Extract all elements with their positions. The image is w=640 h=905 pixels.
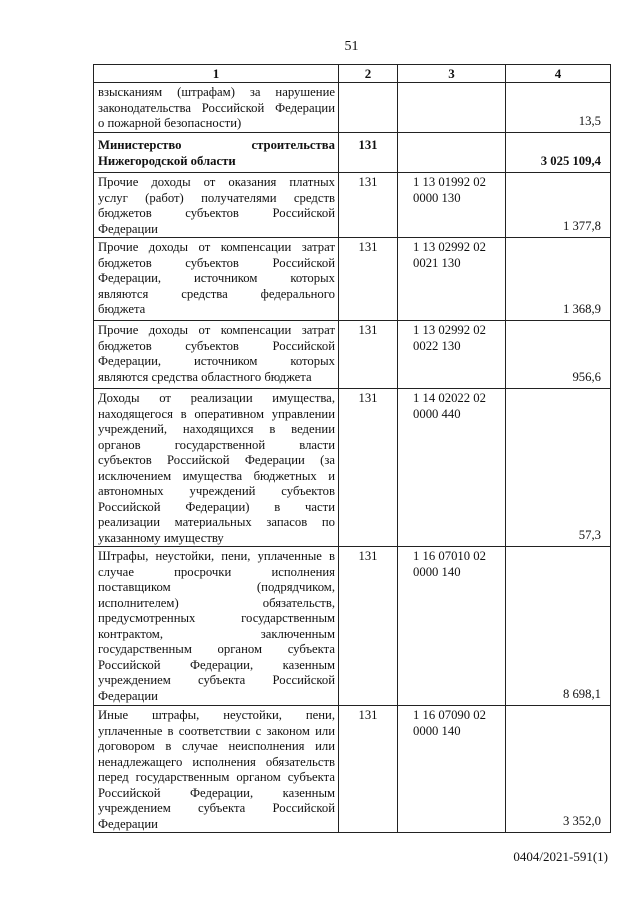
description-line: контрактом, заключенным <box>98 626 335 641</box>
description-line: договором в случае неисполнения или <box>98 739 335 753</box>
table-row <box>94 321 611 389</box>
administrator-code-cell: 131 <box>339 389 398 547</box>
description-line: субъектов Российской Федерации (за <box>98 453 335 467</box>
table-header <box>94 65 611 83</box>
description-line: взысканиям (штрафам) за нарушение <box>98 85 335 99</box>
amount-cell: 57,3 <box>506 389 611 547</box>
description-line: Российской Федерации, казенным <box>98 785 335 800</box>
description-line: Доходы от реализации имущества, <box>98 391 335 405</box>
description-cell <box>94 389 339 547</box>
document-number: 0404/2021-591(1) <box>513 849 608 864</box>
description-line: исключением имущества бюджетных и <box>98 468 335 483</box>
page-number: 51 <box>344 39 359 54</box>
description-line: услуг (работ) получателями средств <box>98 190 335 205</box>
revenue-code-cell <box>398 173 506 238</box>
description-line: Федерации <box>98 688 158 703</box>
description-line: бюджетов субъектов Российской <box>98 206 335 220</box>
revenue-code-cell <box>398 321 506 389</box>
description-line: являются средства федерального <box>98 286 335 301</box>
amount-cell: 1 377,8 <box>506 173 611 238</box>
description-line: бюджетов субъектов Российской <box>98 255 335 270</box>
revenue-code: 1 13 02992 02 0021 130 <box>413 240 486 270</box>
description-line: Федерации <box>98 221 158 236</box>
description-line: Федерации, источником которых <box>98 271 335 285</box>
description-line: Российской Федерации, казенным <box>98 657 335 672</box>
table-row <box>94 389 611 547</box>
description-line: о пожарной безопасности) <box>98 116 242 130</box>
description-cell <box>94 547 339 706</box>
description-line: законодательства Российской Федерации <box>98 100 335 115</box>
amount-cell: 13,5 <box>506 83 611 133</box>
column-header-4: 4 <box>506 65 611 83</box>
revenue-code-cell <box>398 547 506 706</box>
revenue-code-cell <box>398 389 506 547</box>
description-line: Прочие доходы от компенсации затрат <box>98 323 335 337</box>
description-cell <box>94 83 339 133</box>
description-line: Российской Федерации) в части <box>98 499 335 514</box>
administrator-row <box>94 133 611 173</box>
description-cell <box>94 238 339 321</box>
description-line: случае просрочки исполнения <box>98 564 335 579</box>
description-line: государственным органом субъекта <box>98 642 335 656</box>
description-line: находящегося в оперативном управлении <box>98 406 335 421</box>
description-cell <box>94 706 339 833</box>
description-line: указанному имуществу <box>98 530 224 545</box>
column-header-3: 3 <box>398 65 506 83</box>
description-line: Федерации, источником которых <box>98 354 335 368</box>
revenue-code-cell <box>398 133 506 173</box>
description-line: бюджетов субъектов Российской <box>98 338 335 353</box>
amount-cell: 3 352,0 <box>506 706 611 833</box>
administrator-code-cell: 131 <box>339 321 398 389</box>
amount-cell: 8 698,1 <box>506 547 611 706</box>
administrator-code-cell: 131 <box>339 133 398 173</box>
description-line: являются средства областного бюджета <box>98 369 312 384</box>
table-row <box>94 83 611 133</box>
description-line: Штрафы, неустойки, пени, уплаченные в <box>98 549 335 563</box>
description-line: бюджета <box>98 302 146 316</box>
administrator-code-cell: 131 <box>339 238 398 321</box>
revenue-code: 1 16 07010 02 0000 140 <box>413 549 486 579</box>
header-row <box>94 65 611 83</box>
column-header-1: 1 <box>94 65 339 83</box>
description-line: Иные штрафы, неустойки, пени, <box>98 708 335 722</box>
description-cell <box>94 321 339 389</box>
revenue-code: 1 13 02992 02 0022 130 <box>413 323 486 353</box>
revenue-code: 1 14 02022 02 0000 440 <box>413 391 486 421</box>
revenue-table <box>93 64 611 833</box>
description-line: предусмотренных государственным <box>98 611 335 625</box>
table-row <box>94 706 611 833</box>
description-line: учреждений, находящихся в ведении <box>98 422 335 436</box>
revenue-code-cell <box>398 238 506 321</box>
administrator-code-cell: 131 <box>339 173 398 238</box>
administrator-code-cell: 131 <box>339 547 398 706</box>
description-line: поставщиком (подрядчиком, <box>98 580 335 594</box>
description-cell <box>94 133 339 173</box>
revenue-code: 1 16 07090 02 0000 140 <box>413 708 486 738</box>
description-line: реализации материальных запасов по <box>98 515 335 529</box>
description-line: учреждением субъекта Российской <box>98 673 335 687</box>
description-line: перед государственным органом субъекта <box>98 770 335 784</box>
revenue-code: 1 13 01992 02 0000 130 <box>413 175 486 205</box>
revenue-code-cell <box>398 706 506 833</box>
table-body <box>94 83 611 833</box>
description-line: автономных учреждений субъектов <box>98 484 335 498</box>
amount-cell: 3 025 109,4 <box>506 133 611 173</box>
description-line: Прочие доходы от компенсации затрат <box>98 240 335 254</box>
description-line: Федерации <box>98 816 158 831</box>
administrator-code-cell <box>339 83 398 133</box>
description-line: учреждением субъекта Российской <box>98 801 335 815</box>
table-row <box>94 238 611 321</box>
description-line: уплаченные в соответствии с законом или <box>98 723 335 738</box>
amount-cell: 1 368,9 <box>506 238 611 321</box>
description-line: органов государственной власти <box>98 437 335 452</box>
revenue-code-cell <box>398 83 506 133</box>
description-line: ненадлежащего исполнения обязательств <box>98 754 335 769</box>
description-line: исполнителем) обязательств, <box>98 595 335 610</box>
description-line: Прочие доходы от оказания платных <box>98 175 335 189</box>
table-row <box>94 173 611 238</box>
column-header-2: 2 <box>339 65 398 83</box>
description-line: Нижегородской области <box>98 153 236 168</box>
table-row <box>94 547 611 706</box>
description-cell <box>94 173 339 238</box>
amount-cell: 956,6 <box>506 321 611 389</box>
administrator-code-cell: 131 <box>339 706 398 833</box>
description-line: Министерство строительства <box>98 138 335 152</box>
